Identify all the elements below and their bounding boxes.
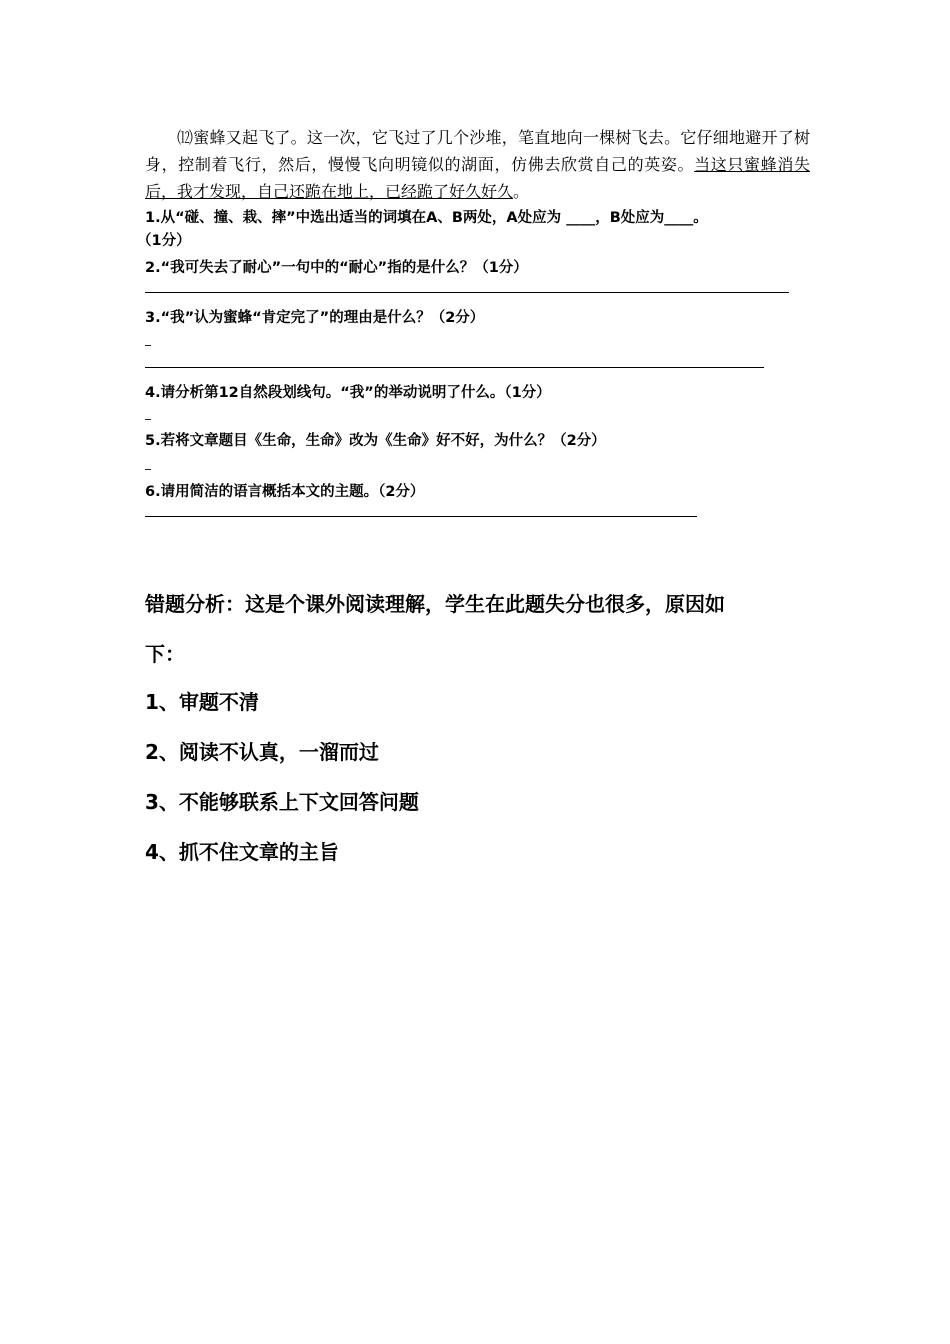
question-1-line-1: 1.从“碰、撞、栽、摔”中选出适当的词填在A、B两处，A处应为 ____，B处应为____。 (145, 210, 708, 226)
passage-paragraph-12 (145, 124, 810, 205)
passage-text-end: 。 (513, 182, 530, 201)
paragraph-marker: ⑿ (177, 128, 194, 147)
question-2: 2.“我可失去了耐心”一句中的“耐心”指的是什么？（1分） (145, 260, 528, 276)
question-4: 4.请分析第12自然段划线句。“我”的举动说明了什么。（1分） (145, 385, 551, 401)
answer-blank-3[interactable]: _ (145, 332, 151, 346)
analysis-reason-4: 4、抓不住文章的主旨 (145, 840, 339, 864)
analysis-reason-2: 2、阅读不认真，一溜而过 (145, 740, 379, 764)
underlined-sentence: 当这只蜜蜂消失后，我才发现，自己还跪在地上，已经跪了好久好久 (145, 155, 810, 201)
analysis-reason-1: 1、审题不清 (145, 690, 259, 714)
question-3: 3.“我”认为蜜蜂“肯定完了”的理由是什么？（2分） (145, 310, 485, 326)
analysis-reason-3: 3、不能够联系上下文回答问题 (145, 790, 419, 814)
answer-blank-4[interactable]: _ (145, 406, 151, 420)
answer-line-3[interactable] (145, 367, 764, 368)
question-5: 5.若将文章题目《生命，生命》改为《生命》好不好，为什么？（2分） (145, 433, 606, 449)
analysis-intro-line-2: 下： (145, 642, 185, 666)
question-6: 6.请用简洁的语言概括本文的主题。（2分） (145, 484, 425, 500)
analysis-intro-line-1: 错题分析：这是个课外阅读理解，学生在此题失分也很多，原因如 (145, 592, 725, 616)
question-1-line-2: （1分） (137, 233, 191, 249)
answer-blank-5[interactable]: _ (145, 456, 151, 470)
passage-text: 蜜蜂又起飞了。这一次，它飞过了几个沙堆，笔直地向一棵树飞去。它仔细地避开了树身，控制着飞行，然后，慢慢飞向明镜似的湖面，仿佛去欣赏自己的英姿。 (145, 128, 810, 174)
answer-line-2[interactable] (145, 292, 789, 293)
answer-line-6[interactable] (145, 516, 697, 517)
